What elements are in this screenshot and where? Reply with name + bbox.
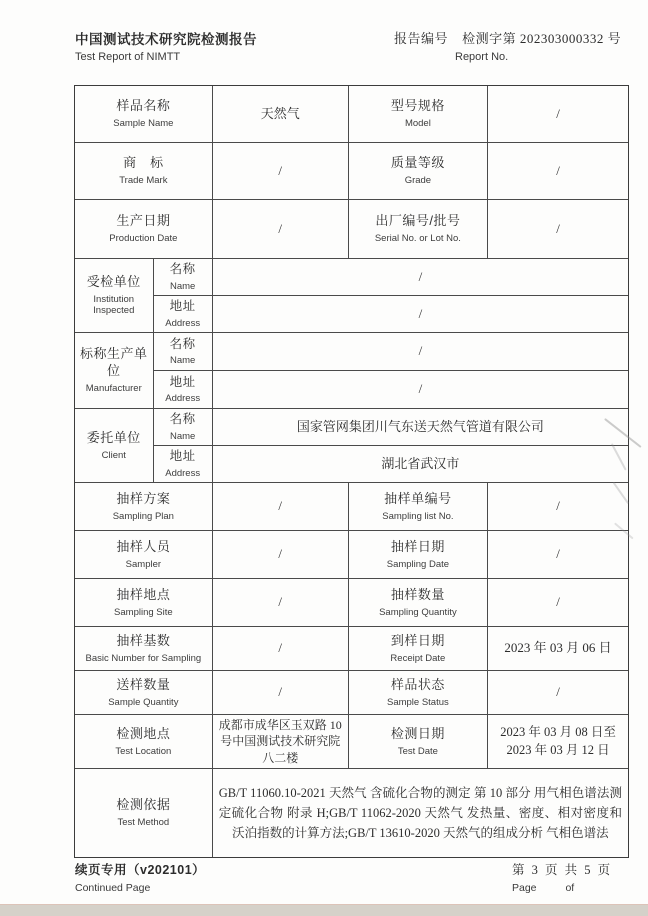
report-title-en: Test Report of NIMTT [75,51,181,63]
value-client-name: 国家管网集团川气东送天然气管道有限公司 [296,418,544,434]
label-cn: 生产日期 [116,213,171,229]
label-trade-mark [75,143,213,199]
value-serial-no: / [556,220,560,236]
value-manufacturer-name: / [418,343,423,359]
value-basic-number: / [213,627,349,670]
label-en: Test Date [397,745,438,757]
label-en: Name [169,355,196,367]
value-client-address: 湖北省武汉市 [381,455,460,471]
value-trade-mark: / [213,143,349,199]
subrow-name [154,409,628,446]
label-sampling-plan [75,483,213,530]
label-cn: 型号规格 [390,98,445,114]
report-number [394,28,621,47]
label-basic-number [75,627,213,670]
label-serial-no [349,200,488,258]
client-subrows [154,409,628,482]
label-address [154,446,213,482]
subrow-address [154,296,628,332]
label-institution-inspected [75,259,154,332]
label-en: Sampler [125,558,162,570]
value-test-method: GB/T 11060.10-2021 天然气 含硫化合物的测定 第 10 部分 用气相色谱法测定硫化合物 附录 H;GB/T 11062-2020 天然气 发热量、密度、相对密度和沃泊指数的计算方法;GB/T 13610-2020 天然气的组成分析 气相色谱法 [218,786,622,840]
value-sampler: / [213,531,349,578]
label-model [349,86,488,142]
subrow-name [154,333,628,371]
label-cn: 送样数量 [116,676,171,692]
subrow-address [154,371,628,408]
institution-subrows [154,259,628,332]
label-cn: 抽样人员 [116,538,171,554]
label-en: Client [101,449,126,461]
table-row-sampling-site [75,579,628,627]
label-cn: 名称 [169,336,196,351]
footer-continued-page-cn: 续页专用（v202101） [75,863,206,877]
value-sample-quantity: / [213,671,349,714]
footer-of-label: of [565,882,575,894]
footer-continued-page-en: Continued Page [75,882,151,894]
label-cn: 名称 [169,262,196,277]
value-model: / [556,105,560,121]
label-cn: 商 标 [123,155,164,171]
value-production-date: / [213,200,349,258]
label-en: Address [165,467,201,479]
label-cn: 样品名称 [116,98,171,114]
table-row-sample-name [75,86,628,143]
label-sampling-quantity [349,579,488,626]
label-en: Sample Name [113,118,174,129]
table-row-test-method [75,769,628,857]
value-sampling-quantity: / [556,594,560,610]
value-sampling-date: / [556,546,560,562]
label-sample-name [75,86,213,142]
report-number-value: 检测字第 202303000332 号 [462,31,622,46]
label-cn: 地址 [169,449,196,464]
label-en: Sampling Plan [112,510,174,522]
label-en: Serial No. or Lot No. [374,233,461,244]
label-test-method [75,769,213,857]
label-grade [349,143,488,199]
label-en: Model [404,118,431,129]
label-cn: 抽样基数 [116,632,171,648]
label-en: Sampling list No. [382,510,454,522]
table-row-sampler [75,531,628,579]
label-sampler [75,531,213,578]
label-address [154,371,213,408]
label-en: Receipt Date [390,652,446,664]
table-row-basic-number [75,627,628,671]
label-name [154,259,213,295]
label-cn: 抽样单编号 [384,490,452,506]
value-sampling-plan: / [213,483,349,530]
footer-page-number-en [512,882,574,894]
table-row-sample-quantity [75,671,628,715]
label-en: Sampling Site [114,606,173,618]
label-test-location [75,715,213,768]
footer-page-label: Page [512,882,537,894]
table-row-client [75,409,628,483]
label-cn: 检测日期 [390,725,445,741]
value-sampling-list-no: / [556,498,560,514]
label-en: Name [169,280,196,292]
label-en: Name [169,430,196,442]
label-test-date [349,715,488,768]
value-test-date: 2023 年 03 月 08 日至 2023 年 03 月 12 日 [500,725,616,757]
label-en: Address [165,393,201,405]
label-cn: 出厂编号/批号 [375,213,461,229]
footer-page-number-cn: 第 3 页 共 5 页 [512,863,613,877]
label-name [154,409,213,445]
label-sampling-site [75,579,213,626]
manufacturer-subrows [154,333,628,408]
label-sample-quantity [75,671,213,714]
value-sample-status: / [556,684,560,700]
label-en: Production Date [109,233,178,244]
label-en: Sample Status [386,696,449,708]
label-cn: 标称生产单位 [80,346,148,379]
label-cn: 受检单位 [86,273,141,289]
value-institution-address: / [418,305,423,321]
label-production-date [75,200,213,258]
table-row-institution-inspected [75,259,628,333]
label-sampling-list-no [349,483,488,530]
report-title-cn: 中国测试技术研究院检测报告 [75,32,257,47]
report-info-table [74,85,629,858]
label-name [154,333,213,370]
subrow-name [154,259,628,296]
label-cn: 地址 [169,299,196,314]
label-en: Sampling Quantity [379,606,457,618]
label-en: Manufacturer [85,382,142,394]
value-test-location: 成都市成华区玉双路 10 号中国测试技术研究院八二楼 [213,715,349,768]
value-institution-name: / [418,268,423,284]
value-manufacturer-address: / [418,381,423,397]
label-client [75,409,154,482]
report-number-label: 报告编号 [394,31,449,46]
label-cn: 抽样日期 [390,538,445,554]
value-sampling-site: / [213,579,349,626]
label-cn: 样品状态 [390,676,445,692]
table-row-manufacturer [75,333,628,409]
value-receipt-date: 2023 年 03 月 06 日 [504,640,612,656]
value-sample-name: 天然气 [213,86,349,142]
label-cn: 地址 [169,374,196,389]
label-en: Test Method [117,817,170,828]
label-address [154,296,213,332]
label-en: Address [165,317,201,329]
label-en: Institution Inspected [93,293,135,317]
value-grade: / [556,162,560,178]
label-cn: 抽样地点 [116,586,171,602]
label-receipt-date [349,627,488,670]
table-row-production-date [75,200,628,259]
label-en: Sampling Date [386,558,450,570]
label-en: Test Location [115,745,172,757]
label-en: Basic Number for Sampling [85,652,202,664]
label-cn: 质量等级 [390,155,445,171]
table-row-test-location [75,715,628,769]
label-manufacturer [75,333,154,408]
table-row-sampling-plan [75,483,628,531]
label-cn: 委托单位 [86,429,141,445]
table-row-trade-mark [75,143,628,200]
label-sampling-date [349,531,488,578]
label-en: Trade Mark [119,175,168,186]
label-cn: 抽样数量 [390,586,445,602]
label-cn: 到样日期 [390,632,445,648]
label-cn: 检测地点 [116,725,171,741]
label-en: Sample Quantity [108,696,179,708]
label-cn: 检测依据 [116,797,171,813]
subrow-address [154,446,628,482]
label-cn: 名称 [169,412,196,427]
label-cn: 抽样方案 [116,490,171,506]
scan-edge-strip [0,904,648,916]
label-en: Grade [404,175,432,186]
report-number-label-en: Report No. [455,51,509,63]
label-sample-status [349,671,488,714]
